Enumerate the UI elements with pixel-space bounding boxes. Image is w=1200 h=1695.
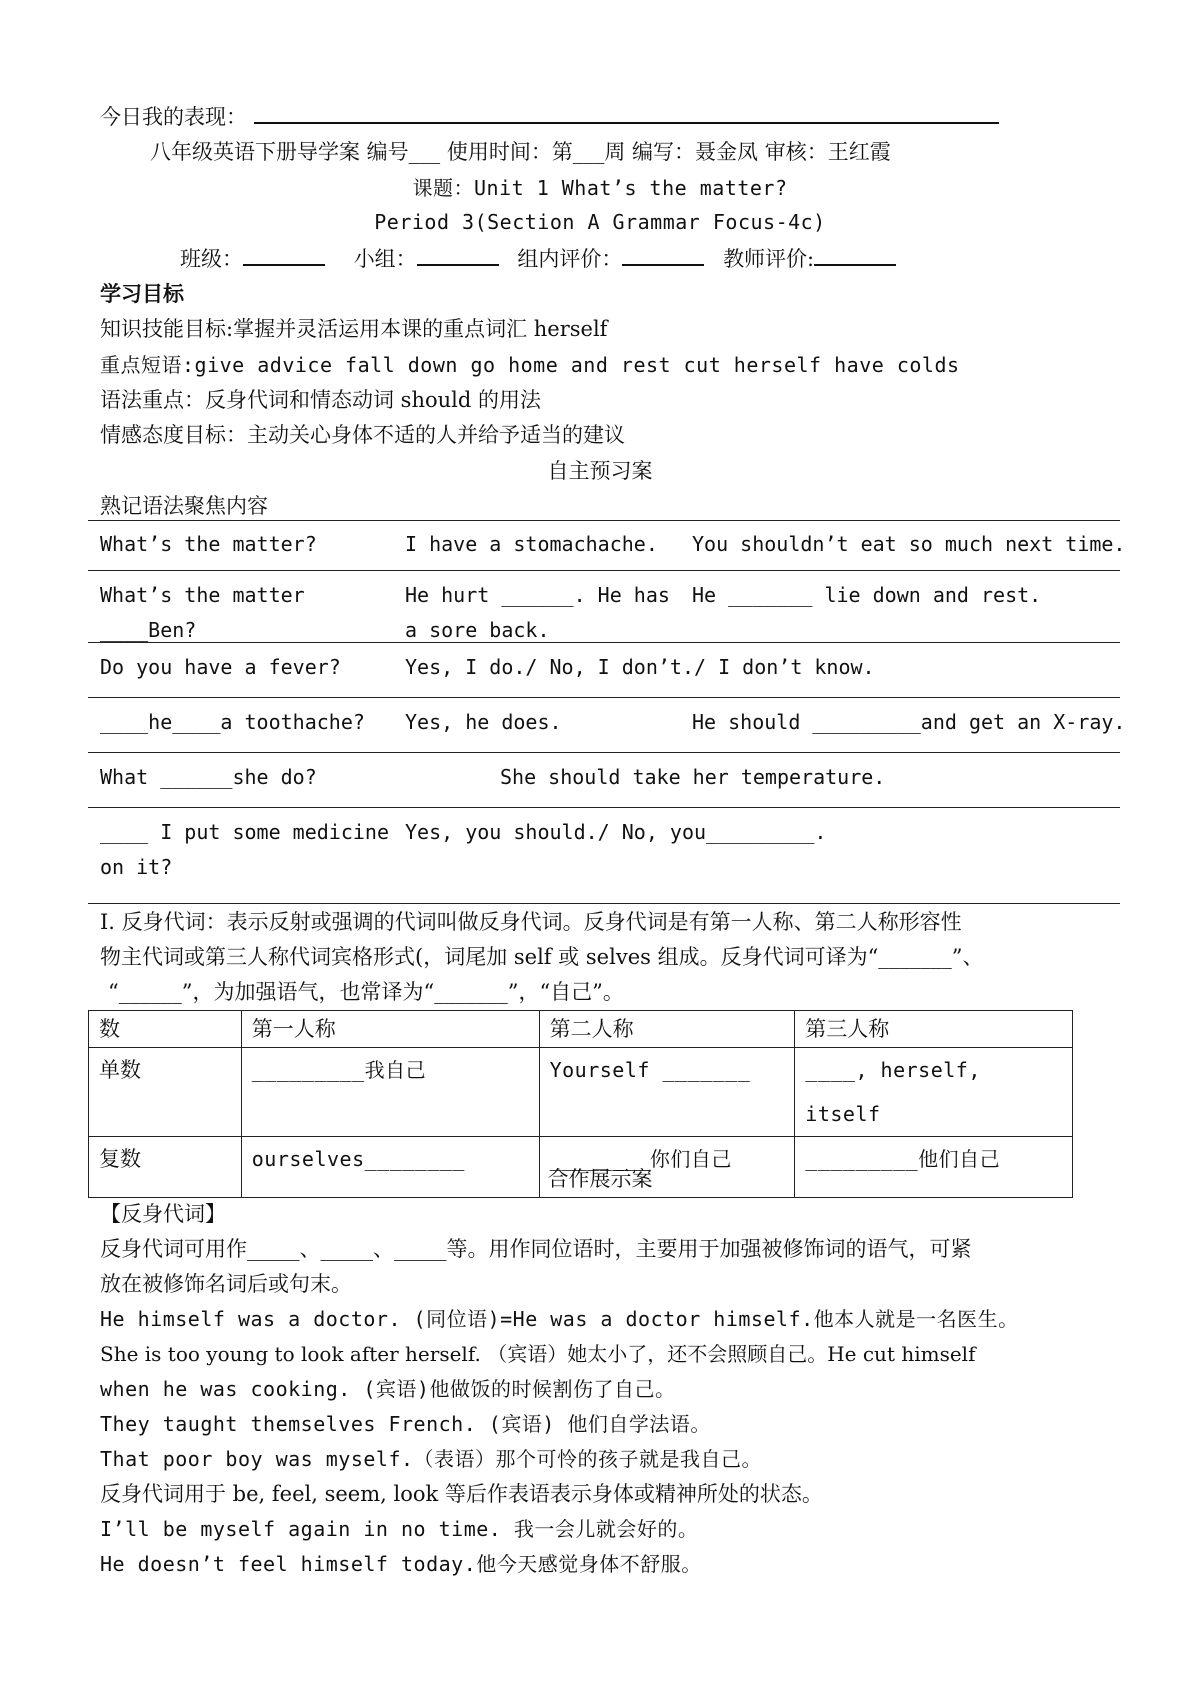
row-divider	[88, 570, 1120, 571]
objective-grammar: 语法重点：反身代词和情态动词 should 的用法	[100, 388, 541, 412]
header-first-person: 第一人称	[241, 1011, 539, 1048]
objectives-heading: 学习目标	[100, 281, 184, 306]
plural-first[interactable]: ourselves________	[241, 1137, 539, 1198]
row1-col1: What’s the matter?	[100, 532, 317, 556]
row5-col1: What ______she do?	[100, 765, 317, 789]
singular-second[interactable]: Yourself _______	[539, 1048, 795, 1137]
cooperation-line: I’ll be myself again in no time. 我一会儿就会好的。	[100, 1517, 699, 1541]
row6-col1: ____ I put some medicine	[100, 820, 389, 844]
row4-col1: ____he____a toothache?	[100, 710, 365, 734]
cooperation-line: That poor boy was myself.（表语）那个可怜的孩子就是我自己。	[100, 1447, 763, 1471]
singular-first[interactable]: _________我自己	[241, 1048, 539, 1137]
row-divider	[88, 752, 1120, 753]
teacher-eval-label: 教师评价:	[723, 247, 815, 271]
cooperation-line: 放在被修饰名词后或句末。	[100, 1272, 352, 1296]
peer-eval-label: 组内评价：	[517, 247, 623, 271]
row-divider	[88, 642, 1120, 643]
cooperation-line: 反身代词可用作_____、_____、_____等。用作同位语时，主要用于加强被修饰词的语气，可紧	[100, 1237, 972, 1261]
cooperation-heading: 【反身代词】	[100, 1202, 226, 1226]
class-blank[interactable]	[243, 242, 325, 266]
info-line: 八年级英语下册导学案 编号___ 使用时间：第___周 编写：聂金凤 审核：王红霞	[150, 140, 891, 164]
reflexive-intro-line1: I. 反身代词：表示反射或强调的代词叫做反身代词。反身代词是有第一人称、第二人称形容性	[100, 910, 962, 934]
performance-blank[interactable]	[254, 100, 999, 124]
cooperation-line: He himself was a doctor. (同位语)=He was a doctor himself.他本人就是一名医生。	[100, 1307, 1019, 1331]
cooperation-line: when he was cooking. (宾语)他做饭的时候割伤了自己。	[100, 1377, 676, 1401]
group-blank[interactable]	[417, 242, 499, 266]
row5-col2: She should take her temperature.	[500, 765, 886, 789]
row2-col1b: ____Ben?	[100, 618, 197, 642]
cooperation-line: He doesn’t feel himself today.他今天感觉身体不舒服。	[100, 1552, 702, 1576]
table-row-singular	[89, 1048, 1073, 1137]
singular-label: 单数	[89, 1048, 242, 1137]
teacher-eval-blank[interactable]	[814, 242, 896, 266]
row-divider	[88, 697, 1120, 698]
performance-label: 今日我的表现：	[100, 105, 247, 129]
row2-col2b: a sore back.	[405, 618, 550, 642]
header-number: 数	[89, 1011, 242, 1048]
plural-label: 复数	[89, 1137, 242, 1198]
topic: 课题：Unit 1 What’s the matter?	[412, 176, 788, 200]
preview-title: 自主预习案	[547, 459, 653, 483]
row3-col2: Yes, I do./ No, I don’t./ I don’t know.	[405, 655, 875, 679]
row2-col3: He _______ lie down and rest.	[692, 583, 1042, 607]
reflexive-intro-line3: “______”，为加强语气，也常译为“_______”，“自己”。	[108, 980, 624, 1004]
table-header-row	[89, 1011, 1073, 1048]
header-third-person: 第三人称	[795, 1011, 1073, 1048]
row1-col2: I have a stomachache.	[405, 532, 658, 556]
singular-third[interactable]: ____, herself, itself	[795, 1048, 1073, 1137]
cooperation-line: They taught themselves French. (宾语) 他们自学法语。	[100, 1412, 711, 1436]
objective-knowledge: 知识技能目标:掌握并灵活运用本课的重点词汇 herself	[100, 317, 608, 341]
plural-third[interactable]: _________他们自己	[795, 1137, 1073, 1198]
peer-eval-blank[interactable]	[622, 242, 704, 266]
row-divider	[88, 903, 1120, 904]
cooperation-title: 合作展示案	[547, 1167, 653, 1191]
period: Period 3(Section A Grammar Focus-4c)	[374, 210, 826, 234]
evaluation-line	[180, 242, 896, 275]
cooperation-line: 反身代词用于 be, feel, seem, look 等后作表语表示身体或精神所处的状态。	[100, 1482, 823, 1506]
objective-phrases: 重点短语:give advice fall down go home and rest cut herself have colds	[100, 353, 960, 377]
row2-col2: He hurt ______. He has	[405, 583, 670, 607]
row-divider	[88, 807, 1120, 808]
row6-col1b: on it?	[100, 855, 173, 879]
preview-subtitle: 熟记语法聚焦内容	[100, 494, 268, 518]
row4-col3: He should _________and get an X-ray.	[692, 710, 1126, 734]
header-second-person: 第二人称	[539, 1011, 795, 1048]
group-label: 小组：	[353, 247, 417, 271]
row-divider	[88, 520, 1120, 521]
objective-emotion: 情感态度目标：主动关心身体不适的人并给予适当的建议	[100, 423, 625, 447]
row2-col1: What’s the matter	[100, 583, 305, 607]
cooperation-line: She is too young to look after herself. （宾语）她太小了，还不会照顾自己。He cut himself	[100, 1342, 976, 1366]
reflexive-intro-line2: 物主代词或第三人称代词宾格形式(，词尾加 self 或 selves 组成。反身代词可译为“_______”、	[100, 945, 984, 969]
row6-col2: Yes, you should./ No, you_________.	[405, 820, 827, 844]
performance-line	[100, 100, 999, 133]
row4-col2: Yes, he does.	[405, 710, 562, 734]
row1-col3: You shouldn’t eat so much next time.	[692, 532, 1126, 556]
plural-second[interactable]: ________你们自己	[539, 1137, 795, 1198]
class-label: 班级：	[180, 247, 243, 271]
row3-col1: Do you have a fever?	[100, 655, 341, 679]
